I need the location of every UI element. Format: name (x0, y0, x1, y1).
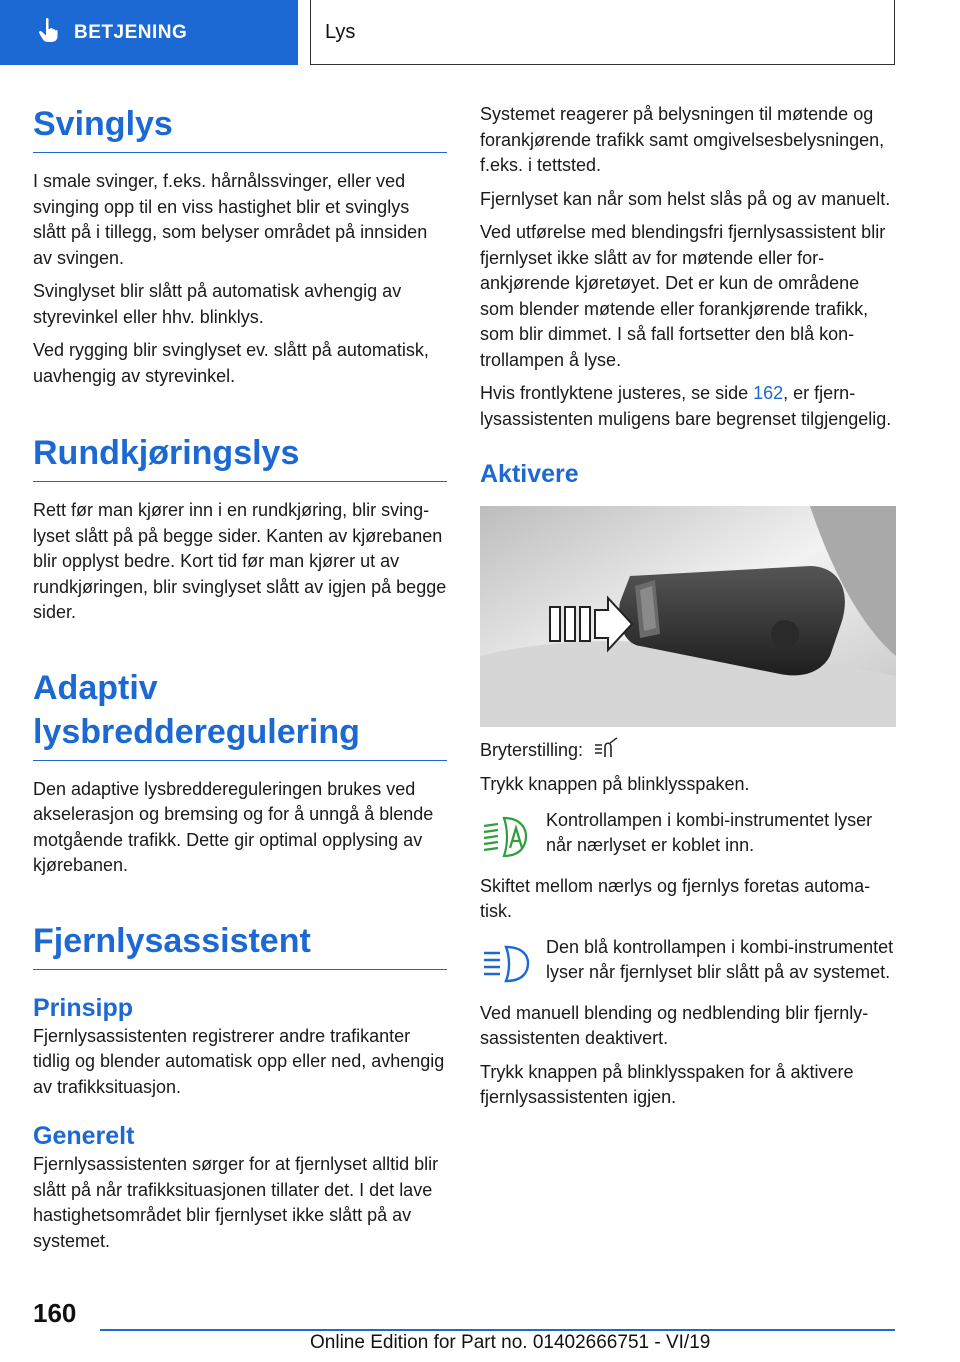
paragraph: Fjernlysassistenten registrerer andre trafikanter tidlig og blender automatisk opp eller ned, avhengig av trafikksituasjon. (33, 1025, 445, 1097)
switch-position-line (480, 737, 896, 764)
stalk-button-photo (480, 506, 896, 727)
section-header (310, 0, 895, 65)
indicator-text: Kontrollampen i kombi-instrumentet lyser når nærlyset er koblet inn. (546, 809, 873, 855)
footer-divider (100, 1329, 895, 1331)
paragraph: Hvis frontlyktene justeres, se side 162, er fjernlysassistenten muligens bare begrenset tilgjengelig. (480, 383, 892, 429)
paragraph: Ved manuell blending og nedblending blir fjernlysassistenten deaktivert. (480, 1002, 869, 1048)
low-beam-auto-indicator-icon (480, 814, 532, 862)
paragraph: Fjernlysassistenten sørger for at fjernlyset alltid blir slått på når trafikksituasjonen tillater det. I det lave hastighetsområdet blir fjernlyset ikke slått på av systemet. (33, 1154, 439, 1251)
paragraph: Ved rygging blir svinglyset ev. slått på automatisk, uavhengig av styrevinkel. (33, 340, 429, 386)
high-beam-indicator-icon (480, 941, 532, 989)
paragraph: Fjernlyset kan når som helst slås på og av manuelt. (480, 188, 891, 209)
paragraph: Ved utførelse med blendingsfri fjernlysassistent blir fjernlyset ikke slått av for møtende eller forankjørende kjøretøyet. Det er kun de områdene som blender møtende eller forankjørende trafikk, som blir dimmet. I så fall fortsetter den blå kontrollampen å lyse. (480, 222, 886, 370)
heading-svinglys: Svinglys (33, 102, 447, 153)
high-beam-indicator-note (480, 935, 896, 989)
paragraph: Svinglyset blir slått på automatisk avhengig av styrevinkel eller hhv. blinklys. (33, 281, 402, 327)
heading-fjernlysassistent: Fjernlysassistent (33, 919, 447, 970)
heading-line: lysbredderegulering (33, 712, 360, 751)
paragraph: Skiftet mellom nærlys og fjernlys foretas automatisk. (480, 875, 871, 921)
page-number: 160 (33, 1298, 77, 1328)
right-column (480, 102, 896, 1119)
paragraph: I smale svinger, f.eks. hårnålssvinger, eller ved svinging opp til en viss hastighet blir et svinglys slått på i tillegg, som belyser området på innsiden av svingen. (33, 171, 428, 268)
section-label: Lys (325, 20, 356, 43)
chapter-label: BETJENING (74, 21, 188, 43)
chapter-tab[interactable] (0, 0, 298, 65)
heading-rundkjoringslys: Rundkjøringslys (33, 431, 447, 482)
paragraph: Trykk knappen på blinklysspaken for å aktivere fjernlysassistenten igjen. (480, 1061, 854, 1107)
paragraph: Rett før man kjører inn i en rundkjøring, blir svinglyset slått på på begge sider. Kanten av kjørebanen blir opplyst bedre. Kort tid før man kjører ut av rundkjøringen, blir svinglyset slått av igjen på begge sider. (33, 500, 447, 622)
left-column (33, 102, 447, 1262)
paragraph: Den adaptive lysbreddereguleringen brukes ved akselerasjon og bremsing og for å unngå å blende motgående trafikk. Dette gir optimal opplysing av kjørebanen. (33, 778, 434, 875)
subheading-generelt: Generelt (33, 1122, 135, 1150)
hand-pointer-icon (38, 17, 60, 48)
paragraph: Systemet reagerer på belysningen til møtende og forankjørende trafikk samt omgivelsesbelysningen, f.eks. i tettsted. (480, 104, 885, 175)
heading-line: Adaptiv (33, 668, 158, 707)
low-beam-indicator-note (480, 808, 896, 862)
switch-label: Bryterstilling: (480, 739, 584, 760)
paragraph: Trykk knappen på blinklysspaken. (480, 774, 750, 794)
subheading-prinsipp: Prinsipp (33, 993, 134, 1022)
edition-text: Online Edition for Part no. 01402666751 - VI/19 (310, 1332, 711, 1353)
page-link[interactable]: 162 (753, 383, 784, 403)
heading-adaptiv-lysbredderegulering (33, 666, 447, 761)
indicator-text: Den blå kontrollampen i kombi-instrumentet lyser når fjernlyset blir slått på av systemet. (546, 936, 894, 982)
subheading-aktivere: Aktivere (480, 460, 579, 488)
high-beam-assistant-icon (593, 737, 619, 764)
